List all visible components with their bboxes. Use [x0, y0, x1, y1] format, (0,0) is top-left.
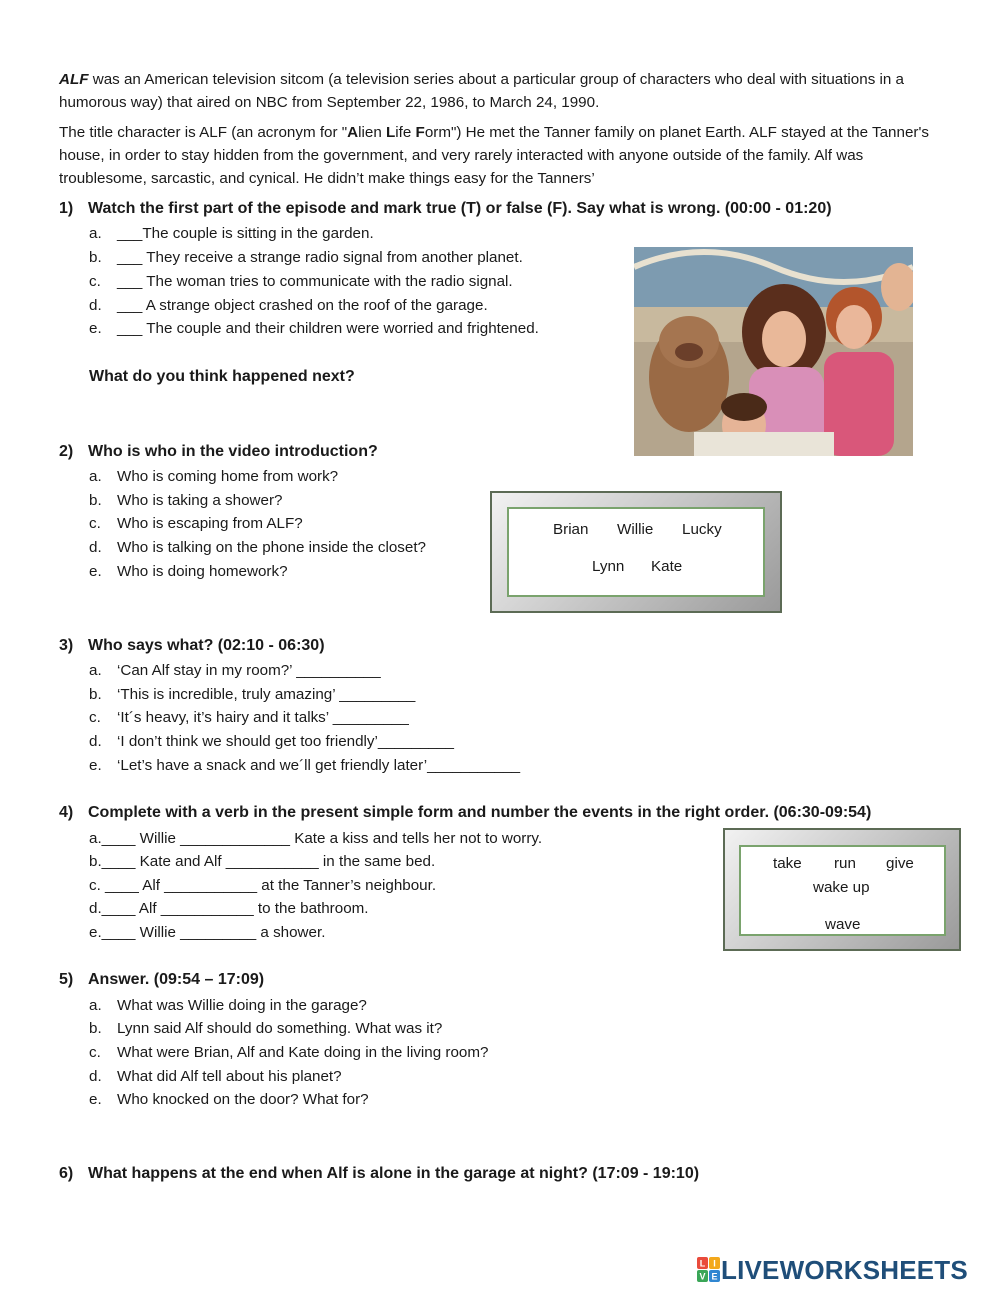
q4-item-a[interactable]: a.____ Willie _____________ Kate a kiss and tells her not to worry.	[89, 830, 543, 847]
verb-wake-up[interactable]: wake up	[813, 879, 870, 896]
q2-item-letter: e.	[89, 563, 102, 580]
q1-item-text[interactable]: ___ A strange object crashed on the roof of the garage.	[117, 297, 488, 314]
name-lynn[interactable]: Lynn	[592, 558, 625, 575]
q1-item-letter: d.	[89, 297, 102, 314]
q2-item-d	[89, 539, 426, 556]
liveworksheets-logo	[697, 1255, 968, 1285]
q3-item-text[interactable]: ‘It´s heavy, it’s hairy and it talks’ _________	[117, 709, 409, 726]
q2-item-letter: a.	[89, 468, 102, 485]
q3-item-text[interactable]: ‘Can Alf stay in my room?’ __________	[117, 662, 381, 679]
q2-item-text: Who is escaping from ALF?	[117, 515, 303, 532]
intro-paragraph-1	[59, 68, 949, 114]
q6-title-text: What happens at the end when Alf is alone in the garage at night? (17:09 - 19:10)	[88, 1165, 700, 1182]
q4-item-b[interactable]: b.____ Kate and Alf ___________ in the same bed.	[89, 853, 436, 870]
q3-item-a	[89, 662, 381, 679]
q1-item-text[interactable]: ___ The couple and their children were worried and frightened.	[117, 320, 539, 337]
q5-item-c	[89, 1044, 488, 1061]
q3-item-letter: d.	[89, 733, 102, 750]
intro-p2-text-a: The title character is ALF (an acronym for "	[59, 124, 348, 141]
q1-item-text[interactable]: ___ They receive a strange radio signal from another planet.	[117, 249, 523, 266]
q2-title	[59, 443, 378, 461]
intro-p2-text-ife: ife	[395, 124, 416, 141]
names-word-box	[490, 491, 782, 613]
q5-number: 5)	[59, 971, 74, 988]
q2-item-text: Who is taking a shower?	[117, 492, 283, 509]
verb-take[interactable]: take	[773, 855, 802, 872]
q1-title-text: Watch the first part of the episode and mark true (T) or false (F). Say what is wrong. (00:00 - 01:20)	[88, 200, 832, 217]
q3-item-e	[89, 757, 520, 774]
q1-item-letter: e.	[89, 320, 102, 337]
liveworksheets-badge-icon	[697, 1257, 721, 1283]
q5-item-text: Lynn said Alf should do something. What was it?	[117, 1020, 443, 1037]
q1-item-a	[89, 225, 374, 242]
q2-item-a	[89, 468, 338, 485]
verb-run[interactable]: run	[834, 855, 856, 872]
q5-item-d	[89, 1068, 342, 1085]
verb-give[interactable]: give	[886, 855, 914, 872]
q1-item-e	[89, 320, 539, 337]
intro-paragraph-2	[59, 121, 949, 190]
name-willie[interactable]: Willie	[617, 521, 654, 538]
intro-p1-text: was an American television sitcom (a television series about a particular group of characters who deal with situations in a humorous way) that aired on NBC from September 22, 1986, to March 24, 1990.	[59, 71, 904, 111]
alf-family-photo	[634, 247, 913, 456]
q3-item-letter: c.	[89, 709, 101, 726]
q3-item-letter: b.	[89, 686, 102, 703]
verb-wave[interactable]: wave	[825, 916, 861, 933]
q3-item-c	[89, 709, 409, 726]
q1-item-d	[89, 297, 488, 314]
q4-item-e[interactable]: e.____ Willie _________ a shower.	[89, 924, 326, 941]
badge-letter: I	[713, 1258, 716, 1269]
q2-item-e	[89, 563, 288, 580]
badge-letter: V	[699, 1271, 706, 1282]
q1-item-b	[89, 249, 523, 266]
q1-item-letter: a.	[89, 225, 102, 242]
verbs-word-box	[723, 828, 961, 951]
q2-item-text: Who is coming home from work?	[117, 468, 339, 485]
q2-item-letter: d.	[89, 539, 102, 556]
q6-title	[59, 1165, 699, 1183]
q2-item-text: Who is talking on the phone inside the closet?	[117, 539, 427, 556]
names-word-box-inner	[507, 507, 765, 597]
q2-item-b	[89, 492, 282, 509]
q4-item-d[interactable]: d.____ Alf ___________ to the bathroom.	[89, 900, 369, 917]
q5-item-letter: b.	[89, 1020, 102, 1037]
badge-letter: E	[711, 1271, 718, 1282]
q1-item-c	[89, 273, 513, 290]
name-brian[interactable]: Brian	[553, 521, 589, 538]
q5-item-letter: c.	[89, 1044, 101, 1061]
intro-alf-title: ALF	[59, 71, 89, 88]
q2-title-text: Who is who in the video introduction?	[88, 443, 378, 460]
badge-letter: L	[699, 1258, 706, 1269]
q3-item-text[interactable]: ‘I don’t think we should get too friendly’_________	[117, 733, 454, 750]
q5-item-b	[89, 1020, 442, 1037]
intro-p2-bold-f: F	[415, 124, 425, 141]
q5-title	[59, 971, 264, 989]
q3-item-d	[89, 733, 454, 750]
verbs-word-box-inner	[739, 845, 946, 936]
q6-number: 6)	[59, 1165, 74, 1182]
q2-number: 2)	[59, 443, 74, 460]
q5-item-text: Who knocked on the door? What for?	[117, 1091, 369, 1108]
q5-item-e	[89, 1091, 369, 1108]
q2-item-letter: c.	[89, 515, 101, 532]
intro-p2-text-lien: lien	[358, 124, 386, 141]
q3-title	[59, 637, 325, 655]
q3-item-text[interactable]: ‘This is incredible, truly amazing’ _________	[117, 686, 416, 703]
intro-p2-bold-a: A	[347, 124, 359, 141]
q1-item-letter: c.	[89, 273, 101, 290]
q3-item-letter: e.	[89, 757, 102, 774]
q4-title	[59, 804, 871, 822]
q5-title-text: Answer. (09:54 – 17:09)	[88, 971, 265, 988]
q3-number: 3)	[59, 637, 74, 654]
q1-item-letter: b.	[89, 249, 102, 266]
q5-item-letter: a.	[89, 997, 102, 1014]
q4-title-text: Complete with a verb in the present simple form and number the events in the right order. (06:30-09:54)	[88, 804, 872, 821]
intro-p2-text-rest: orm") He met the Tanner family on planet Earth. ALF stayed at the Tanner's house, in order to stay hidden from the government, and very rarely interacted with anyone outside of the family. Alf was troublesome, sarcastic, and cynical. He didn’t make things easy for the Tanners’	[59, 124, 929, 187]
q5-item-text: What did Alf tell about his planet?	[117, 1068, 342, 1085]
q3-title-text: Who says what? (02:10 - 06:30)	[88, 637, 325, 654]
name-lucky[interactable]: Lucky	[682, 521, 722, 538]
q5-item-text: What was Willie doing in the garage?	[117, 997, 367, 1014]
q3-item-text[interactable]: ‘Let’s have a snack and we´ll get friendly later’___________	[117, 757, 521, 774]
q2-item-c	[89, 515, 303, 532]
q2-item-text: Who is doing homework?	[117, 563, 288, 580]
name-kate[interactable]: Kate	[651, 558, 683, 575]
q5-item-text: What were Brian, Alf and Kate doing in the living room?	[117, 1044, 489, 1061]
q1-title	[59, 200, 832, 218]
q4-number: 4)	[59, 804, 74, 821]
q2-item-letter: b.	[89, 492, 102, 509]
q3-item-b	[89, 686, 415, 703]
q3-item-letter: a.	[89, 662, 102, 679]
q1-number: 1)	[59, 200, 74, 217]
q4-item-c[interactable]: c. ____ Alf ___________ at the Tanner’s neighbour.	[89, 877, 437, 894]
q1-followup: What do you think happened next?	[89, 368, 355, 385]
q5-item-a	[89, 997, 367, 1014]
q1-item-text[interactable]: ___The couple is sitting in the garden.	[117, 225, 374, 242]
q1-item-text[interactable]: ___ The woman tries to communicate with the radio signal.	[117, 273, 513, 290]
family-photo-illustration	[634, 247, 913, 456]
q5-item-letter: e.	[89, 1091, 102, 1108]
intro-p2-bold-l: L	[386, 124, 396, 141]
liveworksheets-logo-text: LIVEWORKSHEETS	[721, 1254, 968, 1285]
q5-item-letter: d.	[89, 1068, 102, 1085]
